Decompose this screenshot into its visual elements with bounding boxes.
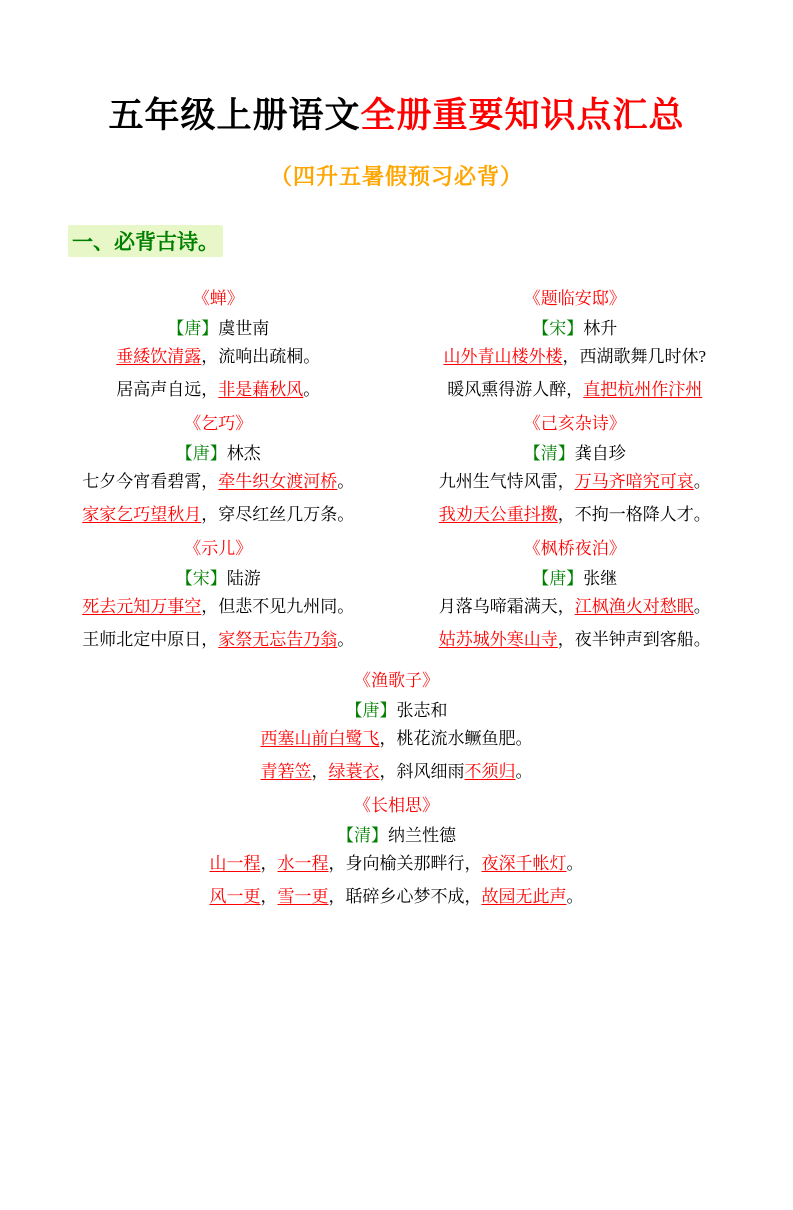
poem-dynasty: 【唐】 <box>345 701 397 720</box>
poem-text: ，身向榆关那畔行， <box>328 854 482 873</box>
poem-text: 。 <box>337 629 355 649</box>
poem-key-phrase: 故园无此声 <box>481 886 567 906</box>
poem-text: ，聒碎乡心梦不成， <box>328 886 482 906</box>
poem-author-name: 纳兰性德 <box>388 826 456 845</box>
poem-line <box>48 594 389 620</box>
page-title-black: 五年级上册语文 <box>108 96 361 135</box>
poem-key-phrase: 万马齐喑究可哀 <box>574 472 694 491</box>
poem-key-phrase: 江枫渔火对愁眠 <box>574 597 694 616</box>
page-title-red: 全册重要知识点汇总 <box>360 96 685 135</box>
poem-text: ，夜半钟声到客船。 <box>557 629 711 649</box>
poem-block <box>48 534 389 652</box>
poem-key-phrase: 死去元知万事空 <box>82 597 202 616</box>
poem-text: 。 <box>693 472 711 491</box>
poem-title: 《枫桥夜泊》 <box>523 539 626 558</box>
poem-text: 居高声自远， <box>116 379 219 399</box>
poem-column-right <box>397 277 746 659</box>
document-page <box>0 88 793 1210</box>
poem-key-phrase: 不须归 <box>464 761 516 781</box>
poem-title: 《示儿》 <box>184 539 253 558</box>
poem-key-phrase: 垂緌饮清露 <box>116 347 202 366</box>
poem-key-phrase: 家家乞巧望秋月 <box>82 504 202 524</box>
poem-line <box>48 344 389 370</box>
section-heading: 一、必背古诗。 <box>68 225 223 257</box>
poem-dynasty: 【宋】 <box>175 569 227 588</box>
poem-text: 。 <box>566 886 584 906</box>
poem-block <box>48 409 389 527</box>
poem-line <box>405 344 746 370</box>
poem-key-phrase: 山外青山楼外楼 <box>443 347 563 366</box>
page-subtitle: （四升五暑假预习必背） <box>269 164 523 189</box>
poem-key-phrase: 绿蓑衣 <box>328 761 380 781</box>
poem-column-left <box>48 277 397 659</box>
poem-text: 。 <box>693 597 711 616</box>
poem-text: ， <box>260 854 278 873</box>
poem-text: ，斜风细雨 <box>379 761 465 781</box>
poem-line <box>48 726 745 752</box>
poem-author-name: 张继 <box>583 569 618 588</box>
poem-key-phrase: 姑苏城外寒山寺 <box>438 629 558 649</box>
page-title <box>48 88 745 138</box>
poem-line <box>405 469 746 495</box>
poem-title: 《长相思》 <box>354 796 439 815</box>
poem-text: 九州生气恃风雷， <box>438 472 575 491</box>
poem-author-name: 陆游 <box>226 569 261 588</box>
poem-author <box>48 439 389 464</box>
section-heading-wrap <box>48 191 745 257</box>
poem-key-phrase: 风一更 <box>209 886 261 906</box>
poem-author-name: 林杰 <box>226 444 261 463</box>
poem-dynasty: 【清】 <box>523 444 575 463</box>
poem-text: ，穿尽红丝几万条。 <box>201 504 355 524</box>
poem-text: ，不拘一格降人才。 <box>557 504 711 524</box>
poem-text: 。 <box>515 761 533 781</box>
poem-block <box>405 284 746 402</box>
poem-author-name: 龚自珍 <box>574 444 626 463</box>
poem-key-phrase: 我劝天公重抖擞 <box>438 504 558 524</box>
poem-author <box>405 564 746 589</box>
poem-text: 王师北定中原日， <box>82 629 219 649</box>
poem-line <box>48 469 389 495</box>
poem-text: 。 <box>566 854 584 873</box>
poem-author <box>48 564 389 589</box>
poem-text: ，桃花流水鳜鱼肥。 <box>379 729 533 748</box>
poem-dynasty: 【唐】 <box>532 569 584 588</box>
poem-block <box>405 534 746 652</box>
poem-text: 暖风熏得游人醉， <box>447 379 584 399</box>
poem-key-phrase: 直把杭州作汴州 <box>583 379 703 399</box>
poem-title: 《题临安邸》 <box>523 289 626 308</box>
poem-text: ，但悲不见九州同。 <box>201 597 355 616</box>
poem-text: ， <box>311 761 329 781</box>
poem-column-full <box>48 666 745 909</box>
poem-author-name: 林升 <box>583 319 618 338</box>
poem-title: 《乞巧》 <box>184 414 253 433</box>
poem-author-name: 虞世南 <box>218 319 270 338</box>
poem-title: 《己亥杂诗》 <box>523 414 626 433</box>
poem-line <box>48 377 389 403</box>
poem-block <box>405 409 746 527</box>
poem-text: 。 <box>337 472 355 491</box>
poem-key-phrase: 雪一更 <box>277 886 329 906</box>
poem-columns <box>48 277 745 659</box>
poem-dynasty: 【唐】 <box>175 444 227 463</box>
poem-dynasty: 【清】 <box>337 826 388 845</box>
poem-text: 七夕今宵看碧霄， <box>82 472 219 491</box>
poem-author-name: 张志和 <box>396 701 448 720</box>
poem-text: ，流响出疏桐。 <box>201 347 321 366</box>
poem-block <box>48 791 745 909</box>
poem-author <box>405 439 746 464</box>
poem-line <box>405 502 746 528</box>
poem-key-phrase: 青箬笠 <box>260 761 312 781</box>
poem-author <box>405 314 746 339</box>
poem-line <box>405 377 746 403</box>
poem-block <box>48 284 389 402</box>
poem-line <box>48 884 745 910</box>
poem-block <box>48 666 745 784</box>
poem-author <box>48 696 745 721</box>
poem-key-phrase: 夜深千帐灯 <box>481 854 567 873</box>
poem-line <box>405 594 746 620</box>
poem-key-phrase: 非是藉秋风 <box>218 379 304 399</box>
poem-title: 《蝉》 <box>192 289 244 308</box>
poem-text: ， <box>260 886 278 906</box>
poem-text: 。 <box>303 379 321 399</box>
poem-key-phrase: 西塞山前白鹭飞 <box>260 729 380 748</box>
poem-title: 《渔歌子》 <box>354 671 439 690</box>
poem-key-phrase: 牵牛织女渡河桥 <box>218 472 338 491</box>
poem-line <box>48 759 745 785</box>
poem-dynasty: 【宋】 <box>532 319 584 338</box>
poem-key-phrase: 山一程 <box>209 854 261 873</box>
poem-line <box>405 627 746 653</box>
poem-line <box>48 502 389 528</box>
poem-line <box>48 851 745 877</box>
poem-text: ，西湖歌舞几时休? <box>562 347 707 366</box>
poem-text: 月落乌啼霜满天， <box>438 597 575 616</box>
poem-key-phrase: 水一程 <box>277 854 329 873</box>
poem-author <box>48 314 389 339</box>
poem-author <box>48 821 745 846</box>
poem-dynasty: 【唐】 <box>167 319 219 338</box>
poem-key-phrase: 家祭无忘告乃翁 <box>218 629 338 649</box>
poem-line <box>48 627 389 653</box>
